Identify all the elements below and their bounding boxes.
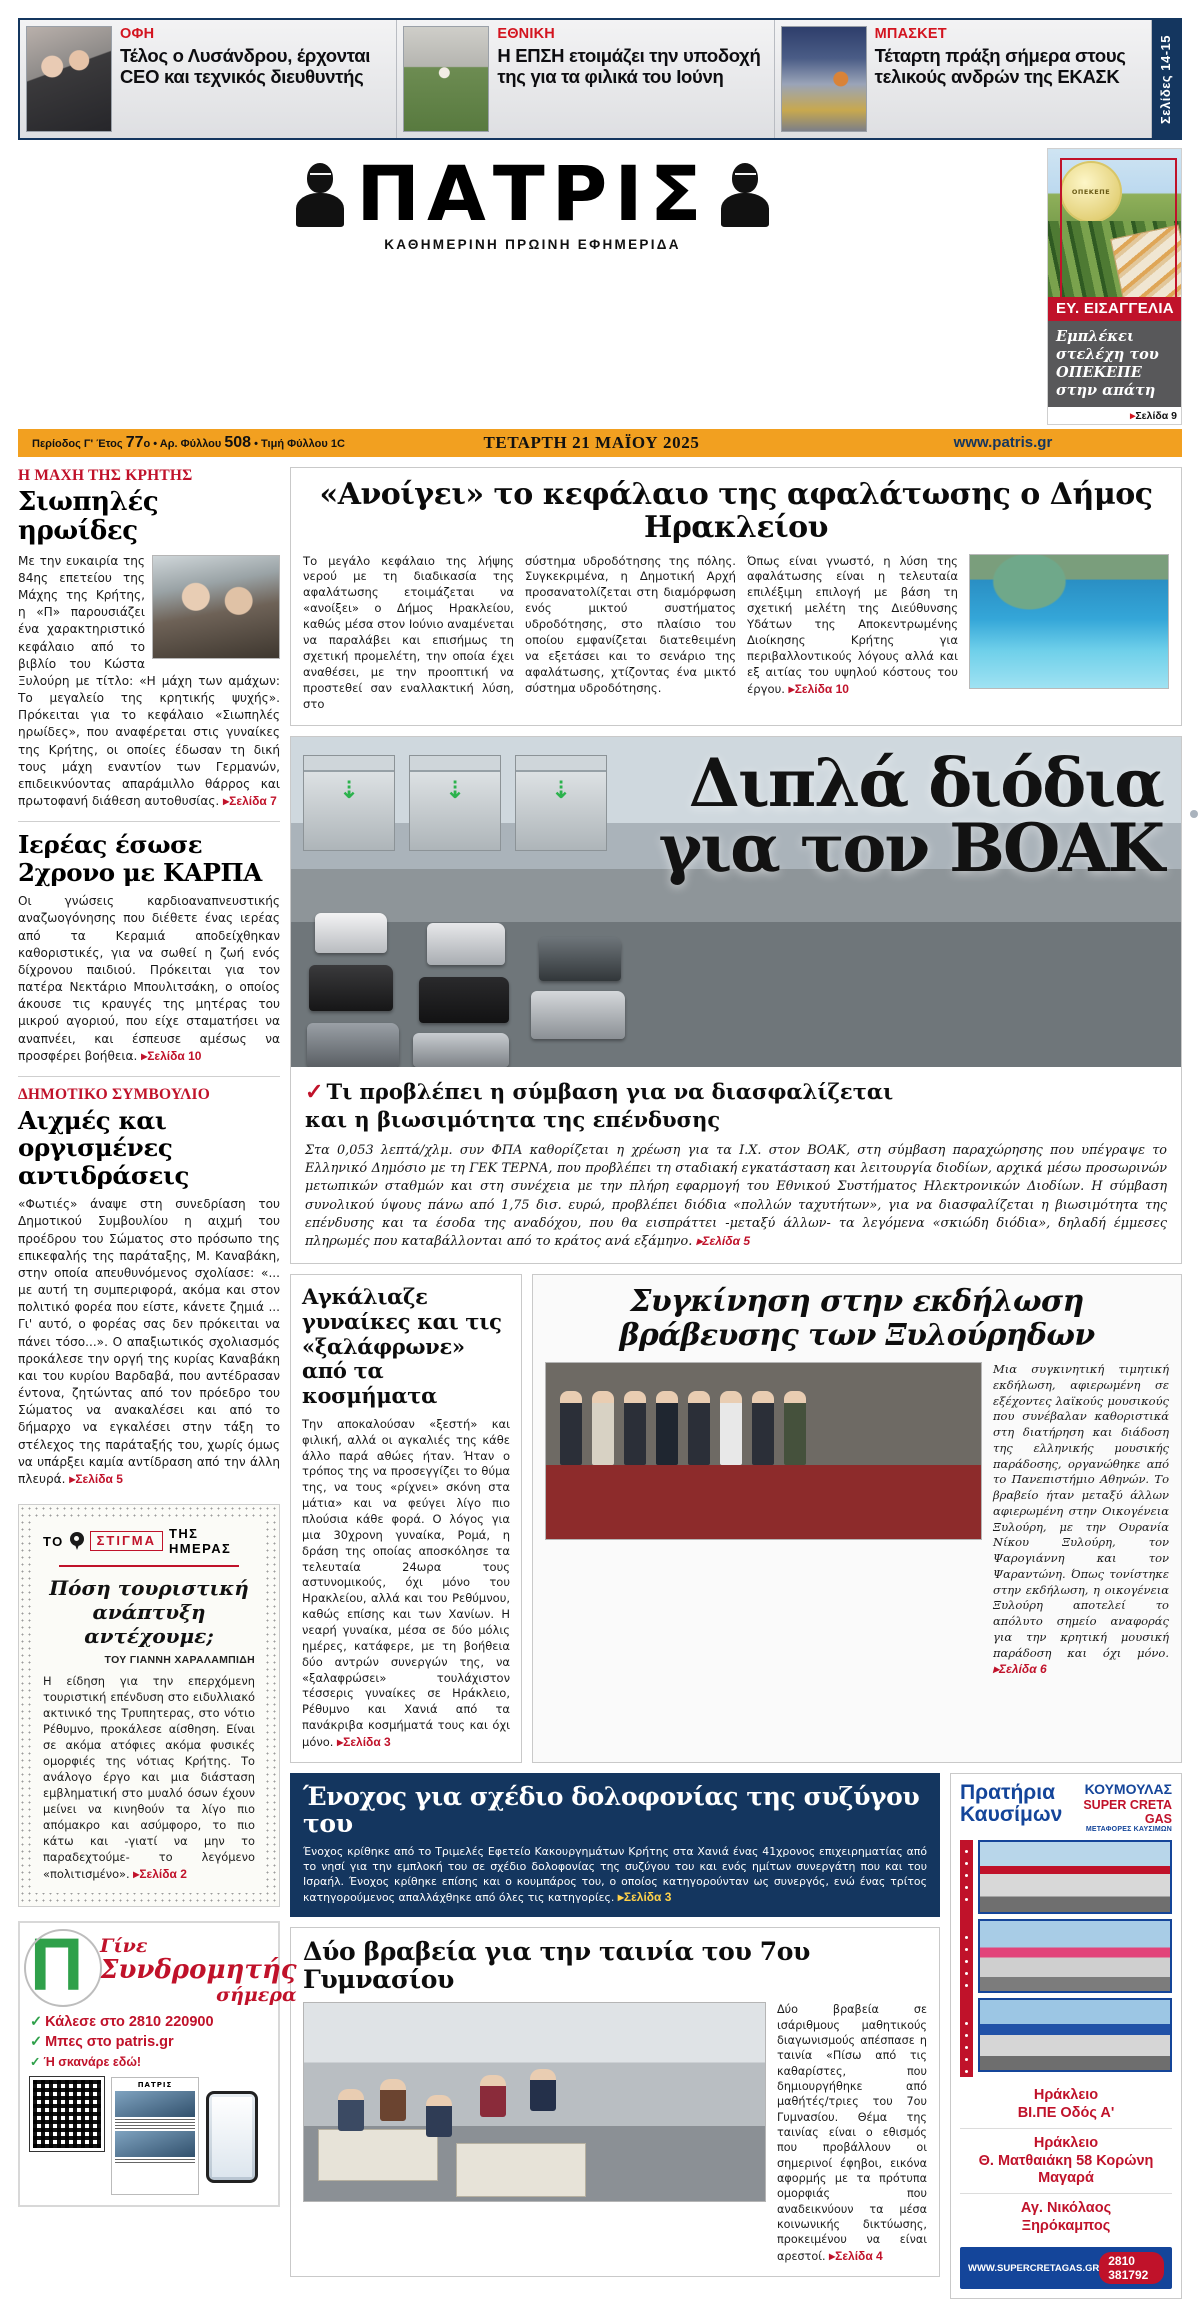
mini-paper-photo — [115, 2131, 195, 2157]
divider — [18, 821, 280, 822]
story-page-ref[interactable]: ▸ Σελίδα 5 — [69, 1472, 123, 1486]
stigma-header — [43, 1526, 255, 1556]
main-column — [290, 467, 1182, 2299]
story-headline: Αιχμές και οργισμένες αντιδράσεις — [18, 1107, 280, 1189]
fuel-location-city: Ηράκλειο — [960, 2087, 1172, 2104]
fuel-brand-sub2: ΜΕΤΑΦΟΡΕΣ ΚΑΥΣΙΜΩΝ — [1062, 1826, 1172, 1834]
opekepe-seal-text: ΟΠΕΚΕΠΕ — [1072, 188, 1110, 196]
story-headline: Δύο βραβεία για την ταινία του 7ου Γυμνασίου — [303, 1938, 927, 1993]
divider — [18, 1076, 280, 1077]
banner-item-ofi[interactable] — [20, 20, 397, 138]
stigma-body-text: Η είδηση για την επερχόμενη τουριστική επένδυση στο ειδυλλιακό ακτινικό της Τρυπητερας, στο νότιο Ρέθυμνο, προκάλεσε αίσθηση. Είναι σε ακόμα ατόφιες ακόμα φυσικές ομορφιές της νότιας Κρήτης. Το ανάλογο έργο και μια διάσταση εμβληματική στο μυαλό όσων έχουν μείνει να κινηθούν τα λίγο πιο απόμακρο και ασύμφορο, το πιο κάτω και -γιατί να μην το παραδεχτούμε- το λεγόμενο «πολιτισμένο». — [43, 1674, 255, 1881]
opekepe-page-label: Σελίδα 9 — [1135, 410, 1177, 422]
fuel-locations-list — [960, 2081, 1172, 2241]
bottom-row — [290, 1773, 1182, 2299]
mini-paper-title: ΠΑΤΡΙΣ — [115, 2081, 195, 2089]
story-desalination[interactable] — [290, 467, 1182, 727]
price-value: 1C — [331, 438, 345, 450]
subscription-ad[interactable] — [18, 1921, 280, 2207]
fuel-title-line2: Καυσίμων — [960, 1804, 1062, 1826]
check-icon: ✓ — [305, 1079, 323, 1105]
mini-newspaper-preview — [111, 2077, 199, 2195]
story-col-3-text: Όπως είναι γνωστό, η λύση της αφαλάτωσης είναι η τελευταία επιλέξιμη επιλογή με βάση τη σχετική μελέτη της Διεύθυνσης Υδάτων της Αποκεντρωμένης Διοίκησης Κρήτης για περιβαλλοντικούς λόγους αλλά και εξ αιτίας του υψηλού κόστους του έργου. — [747, 554, 958, 697]
story-body — [303, 1845, 927, 1906]
basketball-photo — [781, 26, 867, 132]
year-suffix: ο — [143, 438, 150, 450]
fuel-station-photo-1 — [978, 1840, 1172, 1914]
story-col-3 — [747, 554, 958, 714]
newspaper-title: ΠΑΤΡΙΣ — [356, 158, 708, 230]
fuel-location-address: Ξηρόκαμπος — [960, 2218, 1172, 2235]
middle-row — [290, 1274, 1182, 1763]
left-column — [18, 467, 280, 2299]
story-body-text: Την αποκαλούσαν «ξεστή» και φιλική, αλλά οι αγκαλιές της κάθε άλλο παρά αθώες ήταν. Ήταν ο τρόπος της να προσεγγίζει το θύμα της, να τους «ρίχνει» σκόνη στα μάτια» και να φεύγει λίγο πιο πλούσια κάθε φορά. Ο λόγος για μια 30χρονη γυναίκα, Ρομά, η δράση της οποίας αποσκόλησε τα τελευταία 24ωρα τους αστυνομικούς, όχι μόνο του Ηρακλείου, αλλά και του Ρεθύμνου, καθώς επίσης και των Χανίων. Η νεαρή γυναίκα, μέσα σε δύο μόλις ημέρες, κατάφερε, με τη βοήθεια δύο αντρών συνεργών της, να «ξαλαφρώσει» τουλάχιστον τέσσερις γυναίκες σε Ηράκλειο, Ρέθυμνο και Χανιά από τα πανάκριβα κοσμήματά τους και όχι μόνο. — [302, 1417, 510, 1749]
fuel-location — [960, 2194, 1172, 2241]
story-body-text: «Φωτιές» άναψε στη συνεδρίαση του Δημοτικού Συμβουλίου η αιχμή του προέδρου του Σώματος στο πρόσωπο της επικεφαλής της παράταξης, Μ. Καναβάκη, στην οποία απευθυνόμενος σχολίασε: «... με αυτή τη συμπεριφορά, ακόμα και στον πολιτικό φορέα που είστε, κάνετε ζημιά ... Γι' αυτό, ο φορέας σας δεν πρόκειται να πάνει τόσο...». Ο απαξιωτικός σχολιασμός προκάλεσε την οργή της κυρίας Καναβάκη και του κυρίου Βαρδαβά, που αντέδρασαν έντονα, ζητώντας από τον πρόεδρο του Σώματος να ανακαλέσει και από το δήμαρχο να εγκαλέσει στην τάξη το στέλεχος της παράταξής του, χωρίς όμως να υπάρξει καμία αντίδραση από την άλλη πλευρά. — [18, 1197, 280, 1486]
banner-headline: Τέλος ο Λυσάνδρου, έρχονται CEO και τεχνικός διευθυντής — [120, 46, 389, 87]
story-headline: Ιερέας έσωσε 2χρονο με ΚΑΡΠΑ — [18, 831, 280, 886]
story-kicker: ΔΗΜΟΤΙΚΟ ΣΥΜΒΟΥΛΙΟ — [18, 1086, 280, 1104]
story-body — [18, 1196, 280, 1488]
period-label: Περίοδος Γ' Έτος — [32, 438, 123, 450]
story-battle-of-crete[interactable] — [18, 467, 280, 811]
fuel-location-address: Θ. Ματθαιάκη 58 Κορώνη Μαγαρά — [960, 2153, 1172, 2188]
crop-mark — [1190, 810, 1198, 818]
opekepe-field-photo — [1048, 149, 1181, 317]
story-boak-tolls[interactable] — [290, 736, 1182, 1264]
red-frame-overlay — [1060, 158, 1177, 317]
stigma-title: Πόση τουριστική ανάπτυξη αντέχουμε; — [43, 1576, 255, 1648]
story-body — [302, 1417, 510, 1751]
smartphone-icon — [206, 2091, 258, 2183]
story-page-ref[interactable]: ▸ Σελίδα 6 — [993, 1662, 1047, 1676]
story-body — [18, 893, 280, 1065]
founder-portrait-left-icon — [294, 161, 346, 227]
founder-portrait-right-icon — [719, 161, 771, 227]
boak-headline-line2: για τον ΒΟΑΚ — [659, 816, 1163, 881]
website-url[interactable]: www.patris.gr — [838, 434, 1168, 451]
banner-item-ethniki[interactable] — [397, 20, 774, 138]
fuel-station-photo-3 — [978, 1998, 1172, 2072]
boak-headline — [659, 751, 1163, 880]
story-jewellery-thief[interactable] — [290, 1274, 522, 1763]
story-body-text: Ένοχος κρίθηκε από το Τριμελές Εφετείο Κακουργημάτων Κρήτης στα Χανιά ένας 41χρονος επιχειρηματίας από το νησί για την εμπλοκή του σε σχέδιο δολοφονίας της συζύγου του και ενός ημίτων συνεργάτη που και του Ισραήλ. Ένοχος κρίθηκε επίσης και ο κουμπάρος του, ο οποίος κατηγορούνταν ως συνεργός, ενώ ένας τρίτος κατηγορούμενος απαλλάχθηκε από όλες τις κατηγορίες. — [303, 1845, 927, 1904]
fuel-station-photo-2 — [978, 1919, 1172, 1993]
top-sports-banner — [18, 18, 1182, 140]
story-municipal-council[interactable] — [18, 1086, 280, 1488]
story-headline: Αγκάλιαζε γυναίκες και τις «ξαλάφρωνε» από τα κοσμήματα — [302, 1285, 510, 1409]
masthead-row — [18, 140, 1182, 425]
stigma-of-the-day-box[interactable] — [18, 1504, 280, 1907]
banner-headline: Η ΕΠΣΗ ετοιμάζει την υποδοχή της για τα φιλικά του Ιούνη — [497, 46, 766, 87]
masthead-tagline: ΚΑΘΗΜΕΡΙΝΗ ΠΡΩΙΝΗ ΕΦΗΜΕΡΙΔΑ — [18, 237, 1047, 252]
story-page-ref[interactable]: ▸ Σελίδα 4 — [829, 2249, 883, 2263]
fuel-website[interactable]: WWW.SUPERCRETAGAS.GR — [968, 2263, 1099, 2274]
story-page-ref[interactable]: ▸ Σελίδα 3 — [337, 1735, 391, 1749]
fuel-brand-sub: SUPER CRETA GAS — [1062, 1798, 1172, 1826]
fuel-brand-logo — [1062, 1782, 1172, 1834]
page-arrow-icon: ▸ — [1130, 410, 1135, 422]
story-headline: «Ανοίγει» το κεφάλαιο της αφαλάτωσης ο Δήμος Ηρακλείου — [303, 478, 1169, 544]
stigma-body — [43, 1674, 255, 1883]
boak-body — [305, 1142, 1167, 1251]
fuel-location-city: Ηράκλειο — [960, 2135, 1172, 2152]
story-body-text: Δύο βραβεία σε ισάριθμους μαθητικούς διαγωνισμούς απέσπασε η ταινία «Πίσω από τις καθαρίστες, που δημιουργήθηκε από μαθήτές/τριες του 7ου Γυμνασίου. Θέμα της ταινίας είναι ο εθισμός που προβάλλουν οι σημερινοί έφηβοι, εικόνα αφορμής με τα πρότυπα ομορφιάς που αναδεικνύουν τα μέσα κοινωνικής δικτύωσης, προκειμένου να είναι αρεστοί. — [777, 2003, 927, 2263]
story-body — [993, 1362, 1169, 1678]
two-cretan-women-photo — [152, 555, 280, 659]
fuel-location-city: Αγ. Νικόλαος — [960, 2200, 1172, 2217]
down-arrow-icon: ⇣ — [551, 776, 571, 804]
check-icon: ✓ — [30, 2014, 42, 2030]
banner-kicker: ΕΘΝΙΚΗ — [497, 27, 766, 43]
banner-pages-label: Σελίδες 14-15 — [1158, 35, 1173, 124]
opekepe-body: Εμπλέκει στελέχη του ΟΠΕΚΕΠΕ στην απάτη — [1048, 321, 1181, 407]
boak-body-text: Στα 0,053 λεπτά/χλμ. συν ΦΠΑ καθορίζεται η χρέωση για τα Ι.Χ. στον ΒΟΑΚ, στη σύμβαση παραχώρησης που υπέγραψε το Ελληνικό Δημόσιο με τη ΓΕΚ ΤΕΡΝΑ, που προβλέπει τη σταδιακή εγκατάσταση και λειτουργία διοδίων, αρχικά μέσω προσωρινών μετωπικών σταθμών και στη συνέχεια με την πλήρη εφαρμογή του Εθνικού Συστήματος Ηλεκτρονικών Διοδίων. Η σύμβαση συνολικού ύψους πάνω από 1,75 δισ. ευρώ, προβλέπει διόδια «πολλών ταχυτήτων», για να διασφαλίζεται η βιωσιμότητα της επένδυσης και τα έσοδα της αναδόχου, που θα εισπράττει -μεταξύ άλλων- τα λεγόμενα «σκιώδη διόδια», δηλαδή έμμεσες πληρωμές που καταβάλλονται από το κράτος ανά εξάμηνο. — [305, 1143, 1167, 1249]
banner-item-basket[interactable] — [775, 20, 1152, 138]
story-page-ref[interactable]: ▸ Σελίδα 10 — [141, 1049, 201, 1063]
story-headline: Συγκίνηση στην εκδήλωση βράβευσης των Ξυλούρηδων — [545, 1285, 1169, 1352]
issue-meta: Περίοδος Γ' Έτος 77ο • Αρ. Φύλλου 508 • Τιμή Φύλλου 1C — [32, 434, 345, 452]
mini-paper-lines — [115, 2125, 195, 2129]
subscribe-bullets — [30, 2014, 268, 2069]
issue-date: ΤΕΤΑΡΤΗ 21 ΜΑΪΟΥ 2025 — [345, 433, 838, 453]
divider — [59, 1565, 239, 1567]
award-ceremony-group-photo — [545, 1362, 982, 1540]
story-priest-cpr[interactable] — [18, 831, 280, 1065]
boak-sub-line2: και η βιωσιμότητα της επένδυσης — [305, 1107, 1167, 1133]
map-pin-icon — [70, 1532, 84, 1550]
subscribe-bullet[interactable]: ✓ Ή σκανάρε εδώ! — [30, 2054, 268, 2069]
fuel-location — [960, 2081, 1172, 2129]
logo-letter: Π — [30, 1933, 92, 2003]
issue-label: Αρ. Φύλλου — [160, 438, 222, 450]
banner-kicker: ΜΠΑΣΚΕΤ — [875, 27, 1144, 43]
stigma-page-ref[interactable]: ▸ Σελίδα 2 — [133, 1867, 187, 1881]
boak-sub-line1: Τι προβλέπει η σύμβαση για να διασφαλίζεται — [326, 1079, 893, 1104]
fuel-title-line1: Πρατήρια — [960, 1782, 1062, 1804]
subscribe-line3: σήμερα — [100, 1984, 297, 2006]
masthead — [18, 140, 1047, 258]
story-body — [18, 553, 280, 811]
check-icon: ✓ — [30, 2055, 40, 2069]
desalination-lagoon-photo — [969, 554, 1169, 689]
price-label: Τιμή Φύλλου — [261, 438, 328, 450]
toll-station-traffic-photo — [291, 737, 1181, 1067]
issue-info-bar — [18, 429, 1182, 457]
subscribe-bullet[interactable]: ✓ Μπες στο patris.gr — [30, 2034, 268, 2050]
story-page-ref[interactable]: ▸ Σελίδα 10 — [789, 682, 849, 696]
banner-kicker: ΟΦΗ — [120, 27, 389, 43]
story-headline: Σιωπηλές ηρωίδες — [18, 488, 280, 546]
story-body-text: Με την ευκαιρία της 84ης επετείου της Μάχης της Κρήτης, η «Π» παρουσιάζει ένα χαρακτηριστικό κεφάλαιο από το βιβλίο του Κώστα Ξυλούρη με τίτλο: «Η μάχη των αμάχων: Το μεγαλείο της κρητικής ψυχής». Πρόκειται για το κεφάλαιο «Σιωπηλές ηρωίδες», που αναφέρεται στις γυναίκες της Κρήτης, οι οποίες έδωσαν τη δική τους μάχη εναντίον των Γερμανών, επιδεικνύοντας απαράμιλλο θάρρος και πρωτοφανή διάθεση αυτοθυσίας. — [18, 554, 280, 808]
stigma-suffix: ΤΗΣ ΗΜΕΡΑΣ — [169, 1526, 255, 1556]
national-team-football-photo — [403, 26, 489, 132]
story-col-2: σύστημα υδροδότησης της πόλης. Συγκεκριμένα, η Δημοτική Αρχή προσανατολίζεται στη διαμόρφωση ενός μικτού συστήματος υδροδότησης, στο πλαίσιο του οποίου εμφανίζεται διατεθειμένη να εξετάσει και το σενάριο της αφαλάτωσης, χτίζοντας ένα μικτό σύστημα υδροδότησης. — [525, 554, 736, 714]
opekepe-teaser[interactable] — [1047, 148, 1182, 425]
fuel-stations-ad[interactable] — [950, 1773, 1182, 2299]
story-headline: Ένοχος για σχέδιο δολοφονίας της συζύγου του — [303, 1783, 927, 1838]
fuel-phone[interactable]: 2810 381792 — [1099, 2252, 1164, 2284]
banner-pages-tab — [1152, 20, 1180, 138]
story-school-film[interactable] — [290, 1927, 940, 2277]
subscribe-line1: Γίνε — [100, 1935, 297, 1957]
fuel-location-address: ΒΙ.ΠΕ Οδός Α' — [960, 2105, 1172, 2122]
banner-headline: Τέταρτη πράξη σήμερα στους τελικούς ανδρών της ΕΚΑΣΚ — [875, 46, 1144, 87]
mini-paper-photo — [115, 2091, 195, 2117]
story-page-ref[interactable]: ▸ Σελίδα 7 — [223, 794, 277, 808]
story-body-text: Μια συγκινητική τιμητική εκδήλωση, αφιερωμένη σε εξέχοντες λαϊκούς μουσικούς που συνέβαλαν καθοριστικά στη διατήρηση και διάδοση της ελληνικής μουσικής παράδοσης, οργανώθηκε από το Πανεπιστήμιο Αθηνών. Το βραβείο ήταν μεταξύ άλλων αφιερωμένη στην Οικογένεια Ξυλούρη, με την Ουρανία Νίκου Ξυλούρη, τον Ψαρογιάννη και τον Ψαραντώνη. Όπως τονίστηκε στην εκδήλωση, η οικογένεια Ξυλούρη αποτελεί το απόλυτο σημείο αναφοράς για την κρητική μουσική παράδοση και όχι μόνο. — [993, 1362, 1169, 1660]
story-murder-plot[interactable] — [290, 1773, 940, 1917]
opekepe-label: ΕΥ. ΕΙΣΑΓΓΕΛΙΑ — [1048, 297, 1181, 321]
stigma-prefix: ΤΟ — [43, 1534, 64, 1549]
story-kicker: Η ΜΑΧΗ ΤΗΣ ΚΡΗΤΗΣ — [18, 467, 280, 485]
classroom-students-photo — [303, 2002, 766, 2202]
story-page-ref[interactable]: ▸ Σελίδα 3 — [618, 1890, 672, 1904]
stigma-byline: ΤΟΥ ΓΙΑΝΝΗ ΧΑΡΑΛΑΜΠΙΔΗ — [43, 1654, 255, 1666]
subscribe-bullet[interactable]: ✓ Κάλεσε στο 2810 220900 — [30, 2014, 268, 2030]
boak-page-ref[interactable]: ▸ Σελίδα 5 — [696, 1234, 750, 1248]
ofi-handshake-photo — [26, 26, 112, 132]
year-number: 77 — [126, 434, 144, 451]
story-col-1: Το μεγάλο κεφάλαιο της λήψης νερού με τη διαδικασία της αφαλάτωσης ετοιμάζεται να «ανοίξει» ο Δήμος Ηρακλείου, καθώς μέσα στον Ιούνιο αναμένεται να παραλάβει και επισήμως τη σχετική προμελέτη, την οποία έχει αναθέσει, με την προοπτική να προστεθεί σαν εναλλακτική λύση, στο — [303, 554, 514, 714]
patris-p-logo-icon — [30, 1933, 92, 2003]
story-body-text: Οι γνώσεις καρδιοαναπνευστικής αναζωογόνησης που διέθετε ένας ιερέας από τα Κεραμιά αποδείχθηκαν καθοριστικές, για να σωθεί η ζωή ενός δίχρονου παιδιού. Πρόκειται για τον πατέρα Νεκτάριο Μπουλιτσάκη, ο οποίος άκουσε τις κραυγές της μητέρας του μικρού αγοριού, που είχε σταματήσει να αναπνέει, και έσπευσε αμέσως να προσφέρει βοήθεια. — [18, 894, 280, 1063]
stigma-word: ΣΤΙΓΜΑ — [90, 1531, 163, 1551]
boak-headline-line1: Διπλά διόδια — [659, 751, 1163, 816]
opekepe-page-ref — [1048, 407, 1181, 424]
boak-subheadline — [305, 1079, 1167, 1133]
red-dot-strip — [960, 1840, 973, 2077]
qr-code-icon[interactable] — [30, 2077, 104, 2151]
down-arrow-icon: ⇣ — [339, 776, 359, 804]
mini-paper-lines — [115, 2159, 195, 2163]
subscribe-line2: Συνδρομητής — [100, 1957, 297, 1984]
fuel-brand-name: ΚΟΥΜΟΥΛΑΣ — [1062, 1782, 1172, 1798]
fuel-location — [960, 2129, 1172, 2194]
story-xylouris-award[interactable] — [532, 1274, 1182, 1763]
fuel-ad-title — [960, 1782, 1062, 1827]
story-body — [777, 2002, 927, 2264]
down-arrow-icon: ⇣ — [445, 776, 465, 804]
issue-number: 508 — [224, 434, 251, 451]
page-content — [18, 467, 1182, 2299]
mini-paper-lines — [115, 2119, 195, 2123]
check-icon: ✓ — [30, 2034, 42, 2050]
